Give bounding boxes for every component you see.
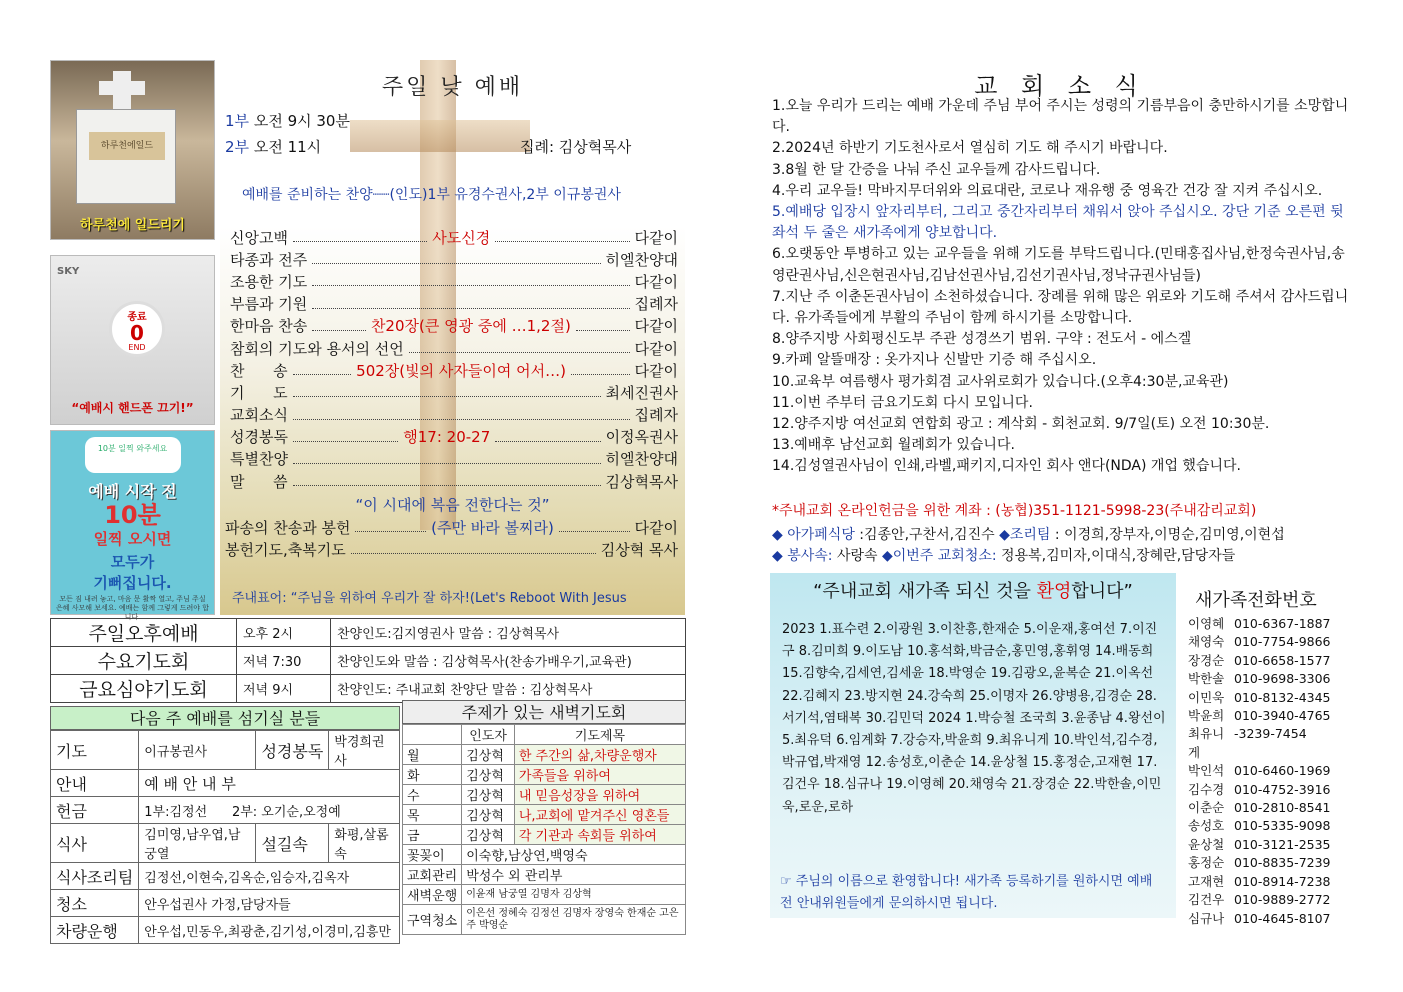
order-who: 집례자 — [634, 406, 678, 425]
order-label: 부름과 기원 — [230, 295, 308, 314]
cell-label: 구역청소 — [403, 905, 462, 935]
news-item: 14.김성열권사님이 인쇄,라벨,패키지,디자인 회사 앤다(NDA) 개업 했습니다. — [772, 458, 1241, 475]
cell-label: 새벽운행 — [403, 885, 462, 905]
phone-name: 이민욱 — [1188, 689, 1225, 705]
service-name: 금요심야기도회 — [51, 675, 237, 703]
day: 목 — [403, 805, 462, 825]
worship-title: 주일 낮 예배 — [381, 75, 524, 100]
cell-label: 설길속 — [256, 824, 329, 863]
cell-value: 예 배 안 내 부 — [139, 770, 400, 797]
phone-name: 고재현 — [1188, 873, 1225, 889]
table-row — [403, 905, 686, 935]
order-label: 신앙고백 — [230, 228, 288, 247]
leader: 김상혁 — [462, 765, 515, 785]
news-item: 6.오랫동안 투병하고 있는 교우들을 위해 기도를 부탁드립니다.(민태홍집사님,한정숙권사님,송영란권사님,신은현권사님,김남선권사님,김선기권사님,정낙규권사님들) — [772, 246, 1345, 284]
phone-caption: “예배시 핸드폰 끄기!” — [71, 401, 194, 415]
service-1-num: 1부 — [225, 112, 250, 130]
column-header: 기도제목 — [514, 725, 685, 745]
news-item: 10.교육부 여름행사 평가회겸 교사위로회가 있습니다.(오후4:30분,교육관) — [772, 373, 1229, 390]
order-row — [230, 337, 678, 359]
next-week-servers — [50, 706, 400, 944]
table-row — [403, 745, 686, 765]
end-call-icon — [109, 301, 165, 357]
welcome-title-b: 합니다” — [1071, 581, 1133, 602]
phone-number: -3239-7454 — [1234, 726, 1307, 742]
staff-value: :김종안,구찬서,김진수 — [854, 527, 995, 543]
cell-value: 이규봉권사 — [139, 731, 256, 770]
order-who: 다같이 — [634, 272, 678, 291]
next-week-table — [50, 730, 400, 944]
cell-value: 1부:김정선 2부: 오기순,오정예 — [139, 797, 400, 824]
welcome-notice: ☞ 주님의 이름으로 환영합니다! 새가족 등록하기를 원하시면 예배 전 안내위원들에게 문의하시면 됩니다. — [780, 874, 1153, 911]
staff-label: ◆조리팀 — [994, 527, 1051, 543]
offering-caption: 하루천에 일드리기 — [80, 218, 185, 233]
early-line-4: 모두가 — [110, 553, 155, 571]
order-of-worship-closing — [225, 516, 678, 560]
phone-name: 홍정순 — [1188, 855, 1225, 871]
topic: 한 주간의 삶,차량운행자 — [514, 745, 685, 765]
cell-value: 화평,살롬속 — [329, 824, 400, 863]
welcome-title-a: “주내교회 새가족 되신 것을 — [813, 581, 1037, 602]
phone-number: 010-2810-8541 — [1234, 800, 1331, 816]
cell-label: 교회관리 — [403, 865, 462, 885]
order-label: 말 씀 — [230, 472, 288, 491]
cell-value: 김정선,이현숙,김옥순,임승자,김옥자 — [139, 863, 400, 890]
order-row — [230, 359, 678, 381]
cross-crossbar — [350, 120, 530, 152]
order-who: 다같이 — [634, 518, 678, 537]
day: 화 — [403, 765, 462, 785]
service-detail: 찬양인도: 주내교회 찬양단 말씀 : 김상혁목사 — [331, 675, 686, 703]
staff-value: 사랑속 — [832, 548, 878, 564]
table-row — [403, 885, 686, 905]
phone-row — [1188, 652, 1358, 670]
order-label: 찬 송 — [230, 361, 288, 380]
order-row — [230, 404, 678, 426]
phone-row — [1188, 817, 1358, 835]
order-row — [230, 426, 678, 448]
order-who: 다같이 — [634, 339, 678, 358]
table-row — [403, 845, 686, 865]
order-label: 특별찬양 — [230, 450, 288, 469]
early-line-3: 일찍 오시면 — [93, 530, 172, 548]
cell-value: 박경희권사 — [329, 731, 400, 770]
early-line-5: 기뻐집니다. — [93, 574, 172, 592]
leader: 김상혁 — [462, 805, 515, 825]
cell-label: 식사조리팀 — [51, 863, 139, 890]
phone-number: 010-4752-3916 — [1234, 781, 1331, 797]
end-label-ko: 종료 — [127, 312, 147, 323]
cell-label: 기도 — [51, 731, 139, 770]
service-1 — [225, 110, 350, 131]
order-detail: (주만 바라 볼찌라) — [431, 518, 554, 537]
phone-name: 박윤희 — [1188, 708, 1225, 724]
order-row — [230, 470, 678, 492]
news-item: 9.카페 알뜰매장 : 옷가지나 신발만 기증 해 주십시오. — [772, 352, 1097, 369]
staff-label: ◆ 아가페식당 — [772, 527, 855, 543]
service-2-num: 2부 — [225, 138, 250, 156]
staff-label: ◆이번주 교회청소: — [877, 548, 997, 564]
new-family-phone-list — [1188, 615, 1358, 928]
phone-name: 이영혜 — [1188, 616, 1225, 631]
cell-value: 안우섭권사 가정,담당자들 — [139, 890, 400, 917]
end-power-glyph: 0 — [130, 321, 144, 345]
phone-row — [1188, 725, 1358, 762]
news-item: 3.8월 한 달 간증을 나눠 주신 교우들께 감사드립니다. — [772, 161, 1101, 178]
news-item: 1.오늘 우리가 드리는 예배 가운데 주님 부어 주시는 성령의 기름부음이 충만하시기를 소망합니다. — [772, 98, 1349, 136]
order-label: 한마음 찬송 — [230, 317, 308, 336]
table-row — [51, 917, 400, 944]
order-who: 다같이 — [634, 317, 679, 336]
phone-row — [1188, 799, 1358, 817]
cell-label: 안내 — [51, 770, 139, 797]
service-staff-1 — [772, 524, 1285, 544]
order-detail: 행17: 20-27 — [403, 428, 491, 447]
service-time: 저녁 9시 — [237, 675, 331, 703]
news-item: 12.양주지방 여선교회 연합회 광고 : 계삭회 - 회천교회. 9/7일(토) 오전 10:30분. — [772, 416, 1270, 433]
phone-number: 010-4645-8107 — [1234, 910, 1331, 926]
phone-number: 010-6460-1969 — [1234, 763, 1331, 779]
cell-value: 이은선 정혜숙 김정선 김명자 장영숙 한재순 고은주 박영순 — [462, 905, 686, 935]
news-item: 8.양주지방 사회평신도부 주관 성경쓰기 범위. 구약 : 전도서 - 에스겔 — [772, 331, 1192, 348]
order-label: 기 도 — [230, 383, 288, 402]
news-item: 13.예배후 남선교회 월례회가 있습니다. — [772, 437, 1015, 454]
table-row — [403, 785, 686, 805]
table-row — [51, 647, 686, 675]
topic: 나,교회에 맡겨주신 영혼들 — [514, 805, 685, 825]
topic: 가족들을 위하여 — [514, 765, 685, 785]
staff-value: : 이경희,장부자,이명순,김미영,이현섭 — [1050, 527, 1285, 543]
service-staff-2 — [772, 545, 1235, 565]
phone-name: 채영숙 — [1188, 634, 1225, 650]
order-who: 이정옥권사 — [605, 428, 679, 447]
order-row — [230, 270, 678, 292]
phone-row — [1188, 781, 1358, 799]
topic: 각 기관과 속회들 위하여 — [514, 825, 685, 845]
phone-row — [1188, 615, 1358, 633]
cross-bar — [99, 81, 145, 95]
order-label: 성경봉독 — [230, 428, 288, 447]
cell-label: 성경봉독 — [256, 731, 329, 770]
cell-label: 차량운행 — [51, 917, 139, 944]
church-news-title: 교 회 소 식 — [974, 72, 1146, 100]
order-who: 히엘찬양대 — [605, 450, 678, 469]
table-row — [403, 765, 686, 785]
phone-number: 010-6367-1887 — [1234, 616, 1331, 631]
next-week-title: 다음 주 예배를 섬기실 분들 — [50, 706, 400, 730]
order-who: 김상혁 목사 — [600, 540, 678, 559]
early-line-6: 모든 짐 내려 놓고, 마음 문 활짝 열고, 주님 주실 은혜 사모해 보세요. 예배는 함께 그렇게 드려야 합니다. — [55, 595, 210, 621]
service-time: 저녁 7:30 — [237, 647, 331, 675]
day: 금 — [403, 825, 462, 845]
phone-name: 최유니게 — [1188, 726, 1225, 760]
service-1-time: 오전 9시 30분 — [253, 112, 350, 130]
news-item: 2.2024년 하반기 기도천사로서 열심히 기도 해 주시기 바랍니다. — [772, 140, 1168, 157]
order-row — [225, 516, 678, 538]
phone-number: 010-3121-2535 — [1234, 836, 1331, 852]
table-row — [51, 731, 400, 770]
order-who: 김상혁목사 — [605, 472, 678, 491]
presider: 집례: 김상혁목사 — [520, 138, 632, 156]
order-label: 파송의 찬송과 봉헌 — [225, 518, 351, 537]
dawn-prayer-section — [402, 700, 686, 935]
cell-label: 헌금 — [51, 797, 139, 824]
order-who: 다같이 — [634, 361, 679, 380]
phone-name: 송성호 — [1188, 818, 1225, 834]
leader: 김상혁 — [462, 745, 515, 765]
order-of-worship — [230, 226, 678, 492]
table-row — [51, 797, 400, 824]
phone-off-image — [50, 255, 215, 425]
table-row — [403, 805, 686, 825]
news-item: 4.우리 교우들! 막바지무더위와 의료대란, 코로나 재유행 중 영육간 건강 잘 지켜 주십시오. — [772, 182, 1323, 199]
staff-value: 정용복,김미자,이대식,장혜란,담당자들 — [996, 548, 1236, 564]
order-row — [230, 448, 678, 470]
phone-row — [1188, 633, 1358, 651]
cell-value: 이윤재 남궁열 김명자 김상혁 — [462, 885, 686, 905]
table-row — [51, 675, 686, 703]
news-item: 11.이번 주부터 금요기도회 다시 모입니다. — [772, 394, 1033, 411]
phone-name: 박한솔 — [1188, 671, 1225, 687]
table-row — [51, 770, 400, 797]
cell-label: 꽃꽂이 — [403, 845, 462, 865]
column-header: 인도자 — [462, 725, 515, 745]
offering-plaque: 하루천에일드 — [89, 132, 165, 160]
order-label: 봉헌기도,축복기도 — [225, 540, 346, 559]
phone-number: 010-5335-9098 — [1234, 818, 1331, 834]
phone-name: 박인석 — [1188, 763, 1225, 779]
phone-number: 010-9889-2772 — [1234, 892, 1331, 908]
cell-value: 안우섭,민동우,최광춘,김기성,이경미,김흥만 — [139, 917, 400, 944]
news-item: 7.지난 주 이춘돈권사님이 소천하셨습니다. 장례를 위해 많은 위로와 기도해 주셔서 감사드립니다. 유가족들에게 부활의 주님이 함께 하시기를 소망합니다. — [772, 288, 1349, 327]
dawn-table — [402, 724, 686, 935]
topic: 내 믿음성장을 위하여 — [514, 785, 685, 805]
church-motto: 주내표어: “주님을 위하여 우리가 잘 하자!(Let's Reboot With Jesus — [232, 591, 627, 606]
order-detail: 찬20장(큰 영광 중에 …1,2절) — [370, 317, 571, 336]
table-row — [51, 863, 400, 890]
table-header-row — [403, 725, 686, 745]
phone-name: 윤상철 — [1188, 836, 1225, 852]
sermon-title: “이 시대에 복음 전한다는 것” — [355, 496, 550, 514]
order-row — [230, 293, 678, 315]
cell-label: 식사 — [51, 824, 139, 863]
phone-number: 010-8914-7238 — [1234, 873, 1331, 889]
order-who: 히엘찬양대 — [605, 250, 678, 269]
prep-song: 예배를 준비하는 찬양┈┈(인도)1부 유경수권사,2부 이규봉권사 — [242, 187, 621, 203]
order-row — [230, 381, 678, 403]
alarm-clock-icon: 10분 일찍 와주세요 — [85, 437, 181, 473]
order-label: 참회의 기도와 용서의 선언 — [230, 339, 404, 358]
sunday-worship-section — [220, 60, 685, 615]
order-label: 타종과 전주 — [230, 250, 308, 269]
phone-row — [1188, 873, 1358, 891]
other-services-table — [50, 618, 686, 703]
welcome-title — [770, 577, 1176, 603]
church-news-list — [772, 96, 1350, 478]
cell-value: 이숙향,남상연,백영숙 — [462, 845, 686, 865]
cell-value: 박성수 외 관리부 — [462, 865, 686, 885]
order-row — [230, 226, 678, 248]
service-2 — [225, 136, 321, 157]
offering-box — [76, 109, 176, 204]
phone-number: 010-8835-7239 — [1234, 855, 1331, 871]
service-2-time: 오전 11시 — [253, 138, 322, 156]
order-row — [230, 315, 678, 337]
new-family-welcome — [770, 573, 1176, 918]
phone-brand: SKY — [57, 266, 80, 277]
table-row — [51, 890, 400, 917]
phone-row — [1188, 910, 1358, 928]
new-family-phones-title: 새가족전화번호 — [1195, 590, 1317, 611]
table-row — [403, 865, 686, 885]
phone-row — [1188, 836, 1358, 854]
order-row — [230, 248, 678, 270]
table-row — [403, 825, 686, 845]
phone-name: 김수경 — [1188, 781, 1225, 797]
table-row — [51, 824, 400, 863]
new-family-names: 2023 1.표수련 2.이광원 3.이찬흥,한재순 5.이운재,홍여선 7.이진구 8.김미희 9.이도남 10.홍석화,박금순,홍민영,홍휘영 14.배동희 15.김향숙,김세연,김세윤 18.박영순 19.김광오,윤복순 21.이옥선 22.김혜지 23.방지현 24.강숙희 25.이명자 26.양병용,김경순 28.서기석,염태복 30.김민덕 2024 1.박승철 조국희 3.윤종남 4.왕선이 5.최유덕 6.임계화 7.강승자,박윤희 9.최유니게 10.박인석,김수경,박규엽,박재영 12.송성호,이춘순 14.윤상철 15.홍정순,고재현 17.김건우 18.심규나 19.이영혜 20.채영숙 21.장경순 22.박한솔,이민욱,로운,로하 — [782, 622, 1166, 815]
early-line-1: 예배 시작 전 — [88, 482, 177, 501]
phone-name: 이춘순 — [1188, 800, 1225, 816]
leader: 김상혁 — [462, 785, 515, 805]
offering-box-photo — [50, 60, 215, 240]
come-early-banner — [50, 430, 215, 621]
service-name: 주일오후예배 — [51, 619, 237, 647]
phone-number: 010-7754-9866 — [1234, 634, 1331, 650]
phone-row — [1188, 670, 1358, 688]
phone-row — [1188, 689, 1358, 707]
service-time: 오후 2시 — [237, 619, 331, 647]
order-who: 집례자 — [634, 295, 678, 314]
phone-row — [1188, 707, 1358, 725]
phone-name: 장경순 — [1188, 652, 1225, 668]
dawn-title: 주제가 있는 새벽기도회 — [402, 700, 686, 724]
day: 수 — [403, 785, 462, 805]
welcome-title-highlight: 환영 — [1036, 581, 1072, 602]
phone-row — [1188, 762, 1358, 780]
table-row — [51, 619, 686, 647]
side-column — [50, 60, 215, 621]
phone-name: 김건우 — [1188, 892, 1225, 908]
phone-number: 010-6658-1577 — [1234, 652, 1331, 668]
early-line-2: 10분 — [104, 501, 161, 529]
phone-row — [1188, 891, 1358, 909]
online-offering-account: *주내교회 온라인헌금을 위한 계좌 : (농협)351-1121-5998-23(주내감리교회) — [772, 503, 1257, 519]
cell-label: 청소 — [51, 890, 139, 917]
news-item: 5.예배당 입장시 앞자리부터, 그리고 중간자리부터 채워서 앉아 주십시오. 강단 기준 오른편 뒷 좌석 두 줄은 새가족에게 양보합니다. — [772, 204, 1344, 242]
staff-label: ◆ 봉사속: — [772, 548, 833, 564]
order-label: 조용한 기도 — [230, 272, 308, 291]
leader: 김상혁 — [462, 825, 515, 845]
order-row — [225, 538, 678, 560]
order-who: 최세진권사 — [605, 383, 678, 402]
phone-row — [1188, 854, 1358, 872]
order-label: 교회소식 — [230, 406, 288, 425]
cell-value: 김미영,남우엽,남궁열 — [139, 824, 256, 863]
order-detail: 사도신경 — [432, 228, 491, 247]
order-detail: 502장(빛의 사자들이여 어서…) — [356, 361, 566, 380]
day: 월 — [403, 745, 462, 765]
order-who: 다같이 — [634, 228, 679, 247]
phone-name: 심규나 — [1188, 910, 1225, 926]
service-name: 수요기도회 — [51, 647, 237, 675]
service-detail: 찬양인도:김지영권사 말씀 : 김상혁목사 — [331, 619, 686, 647]
phone-number: 010-3940-4765 — [1234, 708, 1331, 724]
service-detail: 찬양인도와 말씀 : 김상혁목사(찬송가배우기,교육관) — [331, 647, 686, 675]
phone-number: 010-9698-3306 — [1234, 671, 1331, 687]
end-label-en: END — [128, 343, 146, 352]
phone-number: 010-8132-4345 — [1234, 689, 1331, 705]
